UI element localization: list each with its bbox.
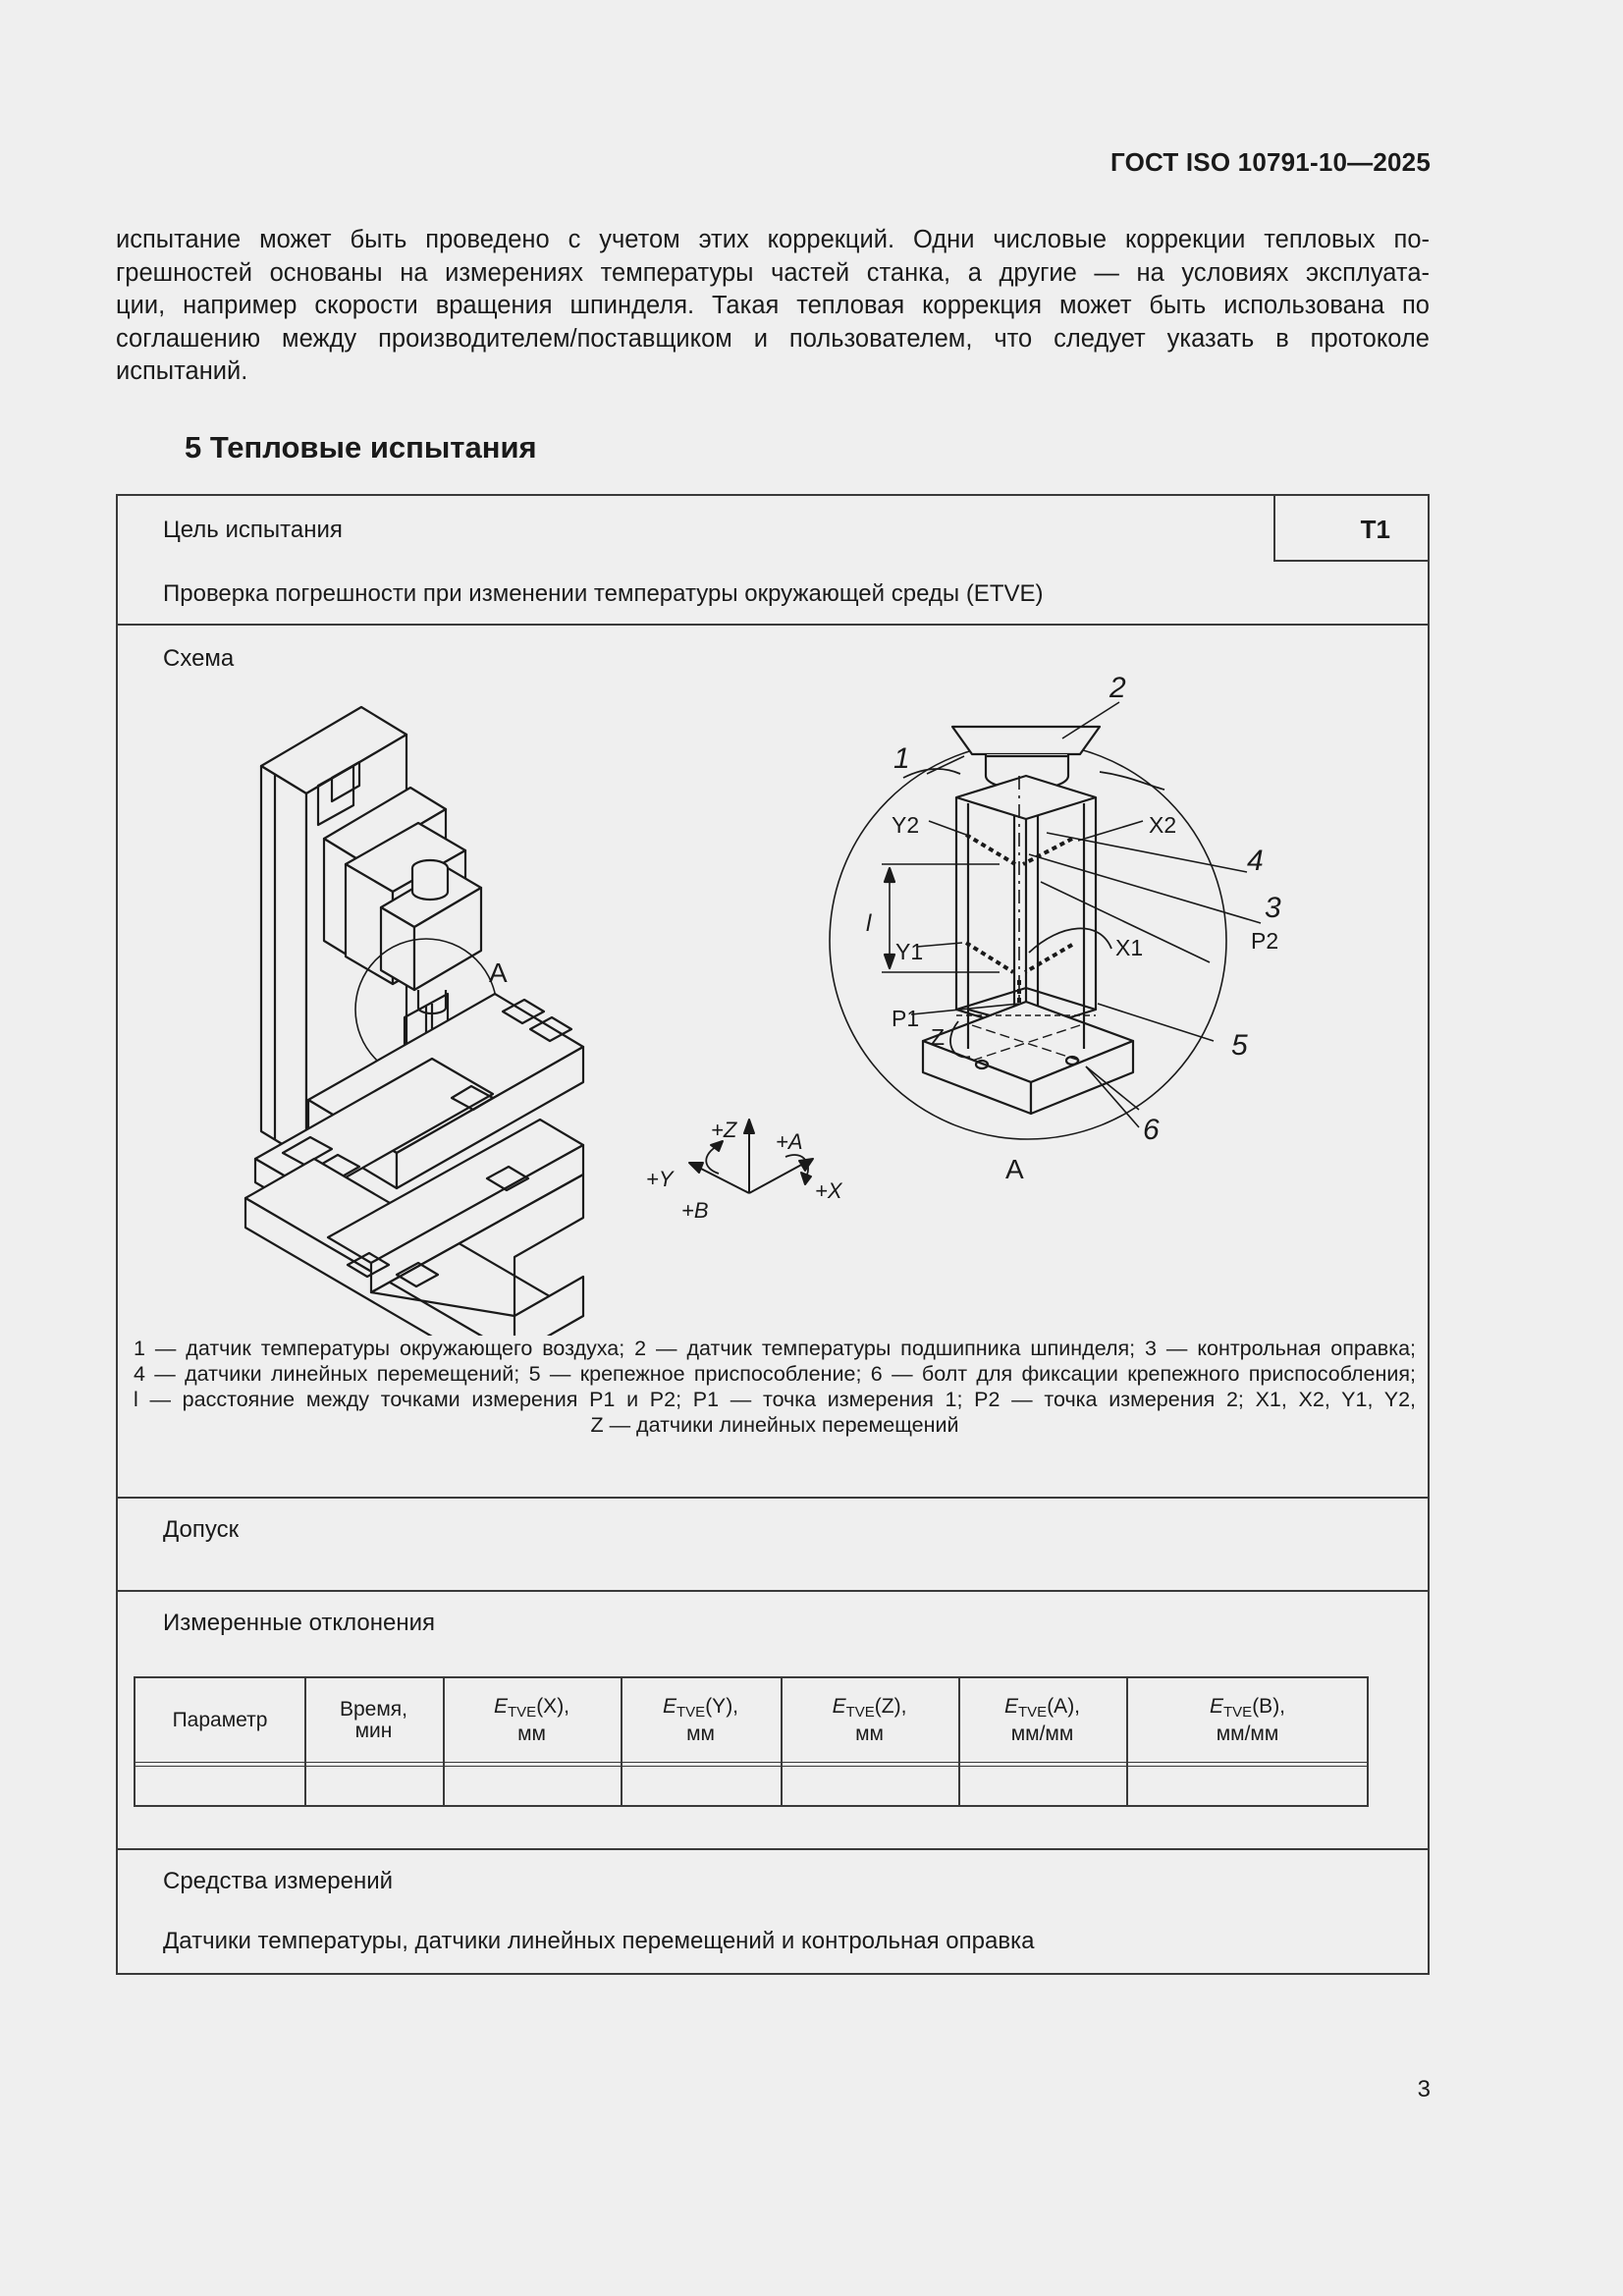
divider [118,1590,1428,1592]
instruments-text: Датчики температуры, датчики линейных перемещений и контрольная оправка [163,1928,1035,1954]
divider [118,1497,1428,1499]
intro-line: испытаний. [116,357,248,385]
machine-drawing [245,707,583,1336]
table-header-etve-z: $E_{TVE}(Z)$, мм [832,1694,907,1745]
divider [118,624,1428,626]
figure-label-1: 1 [893,742,910,775]
intro-line: соглашению между производителем/поставщиком и пользователем, что следует указать в протоколе [116,324,1430,353]
table-header-etve-x: $E_{TVE}(X)$, мм [493,1694,570,1745]
figure-label-p2-text: P2 [1251,928,1279,954]
figure-label-5: 5 [1231,1029,1248,1062]
purpose-text: Проверка погрешности при изменении температуры окружающей среды (ETVE) [163,580,1044,607]
figure-caption-a: A [1005,1154,1024,1184]
figure-label-6: 6 [1143,1114,1160,1146]
section-title: 5 Тепловые испытания [185,430,537,465]
scheme-label: Схема [163,645,235,672]
test-code: T1 [1273,496,1428,562]
intro-line: грешностей основаны на измерениях температуры частей станка, а другие — на условиях эксплуата- [116,258,1430,287]
figure-label-detail: A [489,957,508,988]
instruments-label: Средства измерений [163,1868,394,1894]
tolerance-label: Допуск [163,1516,240,1543]
intro-paragraph [116,224,1430,389]
figure-label-2: 2 [1109,672,1126,704]
table-header-time: Время, мин [339,1697,407,1742]
detail-a-drawing [830,672,1281,1184]
figure-label-y2: Y2 [892,812,920,838]
figure-label-4: 4 [1247,845,1264,877]
figure-label-p1: P1 [892,1006,920,1031]
figure-label-l: l [866,910,872,937]
figure-label-z: Z [931,1024,946,1050]
axis-label-y: +Y [646,1167,674,1191]
figure-legend [134,1336,1416,1438]
legend-line: 4 — датчики линейных перемещений; 5 — крепежное приспособление; 6 — болт для фиксации крепежного приспособления; [134,1362,1416,1386]
table-header-etve-y: $E_{TVE}(Y)$, мм [662,1694,739,1745]
intro-line: ции, например скорости вращения шпинделя. Такая тепловая коррекция может быть использована по [116,292,1430,319]
legend-line: l — расстояние между точками измерения P1 и P2; P1 — точка измерения 1; P2 — точка измерения 2; X1, X2, Y1, Y2, [134,1388,1416,1411]
axis-triad [646,1118,843,1223]
table-header-etve-a: $E_{TVE}(A)$, мм/мм [1003,1694,1081,1745]
figure-label-3: 3 [1265,892,1281,924]
purpose-label: Цель испытания [163,517,343,543]
axis-label-b: +B [681,1198,709,1223]
page-number: 3 [1417,2076,1431,2103]
test-card-T1 [116,494,1430,1975]
document-code: ГОСТ ISO 10791-10—2025 [1110,147,1431,177]
deviations-table [134,1676,1369,1807]
intro-line: испытание может быть проведено с учетом этих коррекций. Одни числовые коррекции тепловых по- [116,226,1430,253]
table-header-parameter: Параметр [172,1708,268,1731]
axis-label-a: +A [776,1129,803,1154]
scheme-figure [118,629,1428,1336]
axis-label-x: +X [815,1178,842,1203]
legend-line: Z — датчики линейных перемещений [590,1413,959,1437]
deviations-label: Измеренные отклонения [163,1610,436,1636]
divider [118,1848,1428,1850]
table-header-etve-b: $E_{TVE}(B)$, мм/мм [1209,1694,1286,1745]
legend-line: 1 — датчик температуры окружающего воздуха; 2 — датчик температуры подшипника шпинделя; 3 — контрольная оправка; [134,1337,1416,1360]
figure-label-x1: X1 [1115,935,1144,960]
figure-label-x2: X2 [1149,812,1177,838]
axis-label-z: +Z [711,1118,737,1142]
figure-label-y1: Y1 [895,939,924,964]
